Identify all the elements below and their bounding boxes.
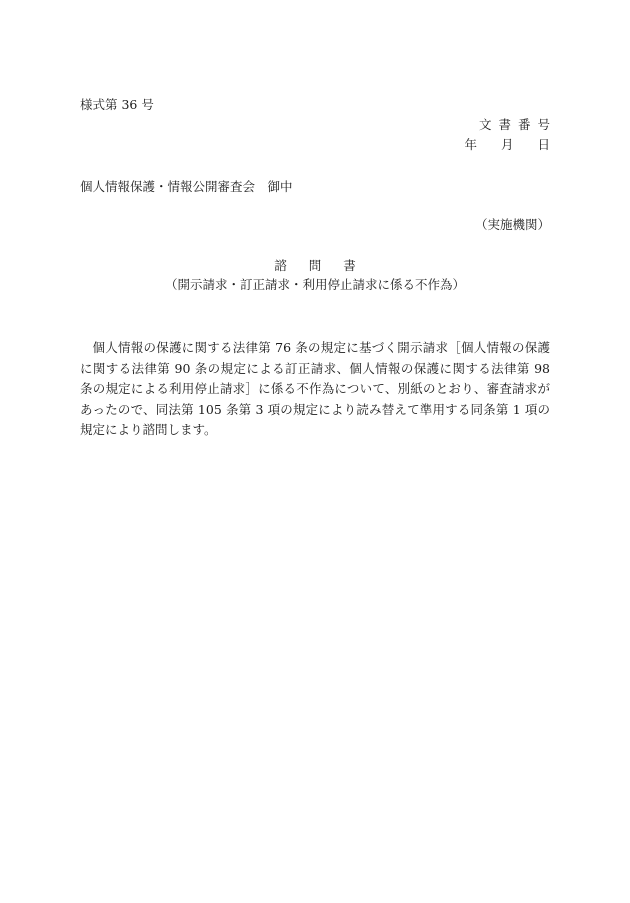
document-date-label: 年 月 日	[464, 137, 560, 152]
document-title: 諮問書	[274, 258, 378, 273]
form-number: 様式第 36 号	[80, 97, 154, 112]
body-paragraph: 個人情報の保護に関する法律第 76 条の規定に基づく開示請求［個人情報の保護に関する法律第 90 条の規定による訂正請求、個人情報の保護に関する法律第 98 条の規定による利用停止請求］に係る不作為について、別紙のとおり、審査請求があったので、同法第 105 条第 3 項の規定により読み替えて準用する同条第 1 項の規定により諮問します。	[80, 340, 550, 437]
document-number-label: 文書番号	[478, 117, 557, 132]
sender-institution: （実施機関）	[474, 217, 550, 232]
document-subtitle: （開示請求・訂正請求・利用停止請求に係る不作為）	[164, 277, 465, 292]
addressee: 個人情報保護・情報公開審査会 御中	[80, 179, 293, 194]
